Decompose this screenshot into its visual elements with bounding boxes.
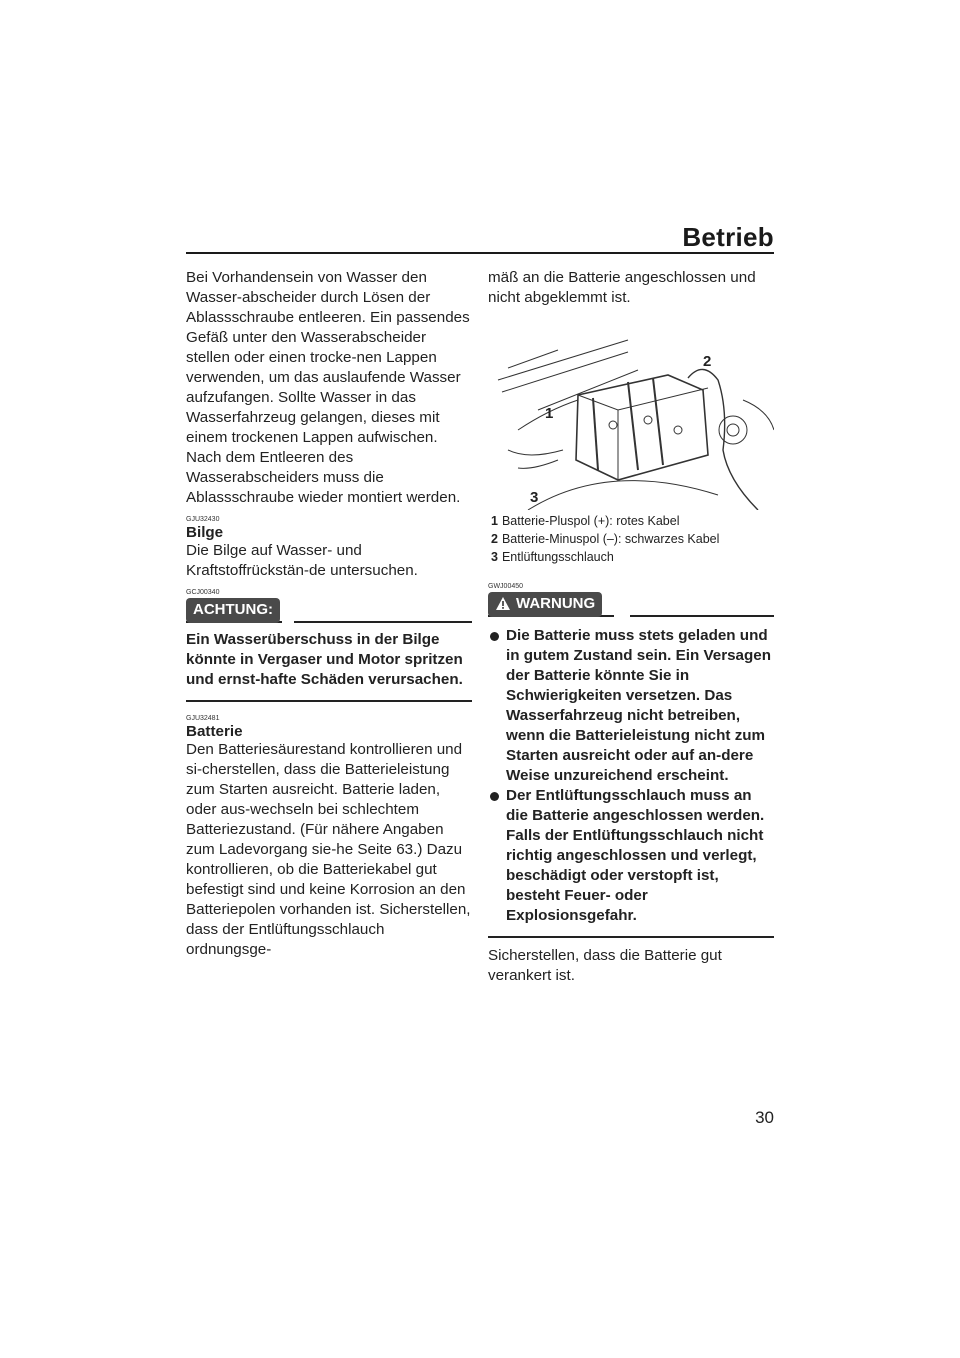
achtung-text: Ein Wasserüberschuss in der Bilge könnte in Vergaser und Motor spritzen und ernst-hafte Schäden verursachen. — [186, 631, 463, 688]
warnung-label: WARNUNG — [516, 595, 596, 612]
title-divider — [186, 252, 774, 254]
achtung-notice-header — [186, 598, 472, 624]
legend-text: Batterie-Pluspol (+): rotes Kabel — [501, 514, 680, 528]
warnung-label-box — [488, 592, 602, 617]
warnung-item — [488, 626, 774, 786]
warning-icon — [495, 596, 511, 612]
left-column — [186, 268, 472, 960]
page-number: 30 — [755, 1108, 774, 1127]
warnung-notice-header — [488, 592, 774, 618]
bullet-icon — [490, 632, 499, 641]
legend-text: Entlüftungsschlauch — [501, 550, 614, 564]
legend-number: 1 — [491, 514, 498, 528]
legend-number: 3 — [491, 550, 498, 564]
callout-1: 1 — [545, 405, 554, 422]
warnung-item-text: Die Batterie muss stets geladen und in gutem Zustand sein. Ein Versagen der Batterie könnte Sie in Schwierigkeiten versetzen. Das Wasserfahrzeug nicht betreiben, wenn die Batterieleistung nicht zum Starten ausreicht oder auf an-dere Weise unzureichend erscheint. — [506, 627, 771, 784]
closing-paragraph: Sicherstellen, dass die Batterie gut verankert ist. — [488, 947, 722, 984]
right-column — [488, 268, 774, 986]
warnung-item-text: Der Entlüftungsschlauch muss an die Batterie angeschlossen werden. Falls der Entlüftungsschlauch nicht richtig angeschlossen und verlegt, beschädigt oder verstopft ist, besteht Feuer- oder Explosionsgefahr. — [506, 787, 765, 924]
legend-number: 2 — [491, 532, 498, 546]
warnung-list — [488, 626, 774, 926]
bullet-icon — [490, 792, 499, 801]
callout-3: 3 — [530, 489, 539, 506]
batterie-paragraph: Den Batteriesäurestand kontrollieren und si-cherstellen, dass die Batterieleistung zum Starten ausreicht. Batterie laden, oder aus-wechseln bei schlechtem Batteriezustand. (Für nähere Angaben zum Ladevorgang sie-he Seite 63.) Dazu kontrollieren, ob die Batteriekabel gut befestigt sind und keine Korrosion an den Batteriepolen vorhanden ist. Sicherstellen, dass der Entlüftungsschlauch ordnungsge- — [186, 741, 471, 958]
battery-figure — [488, 320, 774, 510]
achtung-label: ACHTUNG: — [186, 598, 280, 623]
batterie-heading: Batterie — [186, 723, 243, 740]
warnung-item — [488, 786, 774, 926]
bilge-paragraph: Die Bilge auf Wasser- und Kraftstoffrückstän-de untersuchen. — [186, 542, 418, 579]
bilge-section-code: GJU32430 — [186, 516, 220, 523]
bilge-heading: Bilge — [186, 524, 224, 541]
page-title: Betrieb — [682, 222, 774, 252]
battery-illustration — [488, 320, 774, 510]
warnung-code: GWJ00450 — [488, 583, 524, 590]
achtung-end-rule — [186, 700, 472, 702]
achtung-code: GCJ00340 — [186, 589, 220, 596]
water-separator-paragraph: Bei Vorhandensein von Wasser den Wasser-abscheider durch Lösen der Ablassschraube entleeren. Ein passendes Gefäß unter den Wasserabscheider stellen oder einen trocke-nen Lappen verwenden, um das auslaufende Wasser aufzufangen. Sollte Wasser in das Wasserfahrzeug gelangen, dieses mit einem trockenen Lappen aufwischen. Nach dem Entleeren des Wasserabscheiders muss die Ablassschraube wieder montiert werden. — [186, 269, 470, 506]
legend-item — [491, 512, 774, 530]
batterie-section-code: GJU32481 — [186, 715, 220, 722]
legend-item — [491, 548, 774, 566]
continued-paragraph: mäß an die Batterie angeschlossen und nicht abgeklemmt ist. — [488, 269, 756, 306]
warnung-end-rule — [488, 936, 774, 938]
figure-legend — [488, 512, 774, 566]
callout-2: 2 — [703, 353, 712, 370]
legend-text: Batterie-Minuspol (–): schwarzes Kabel — [501, 532, 720, 546]
legend-item — [491, 530, 774, 548]
